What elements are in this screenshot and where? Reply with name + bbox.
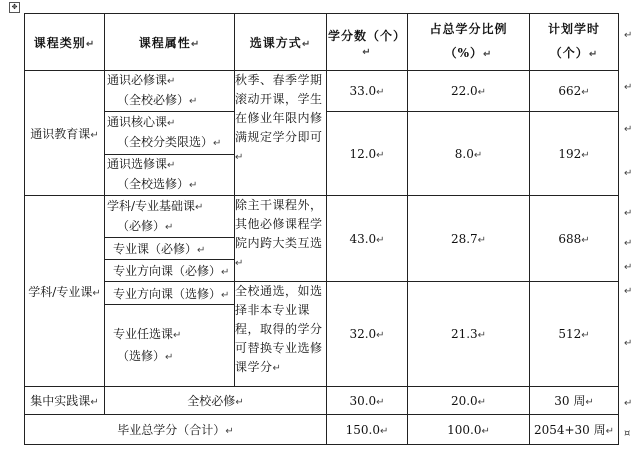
- credits-practice: 30.0↵: [327, 387, 408, 415]
- attr-general-elective: 通识选修课↵ （全校选修）↵: [105, 155, 235, 196]
- mode-major-elective: 全校通选，如选择非本专业课程，取得的学分可替换专业选修课学分↵: [235, 282, 327, 387]
- attr-major-optional: 专业任选课↵ （选修）↵: [105, 305, 235, 387]
- mode-practice: 全校必修↵: [105, 387, 327, 415]
- credits-major-elective: 32.0↵: [327, 282, 408, 387]
- ratio-major-required: 28.7↵: [408, 196, 530, 282]
- row-end-mark: ↵: [624, 238, 633, 249]
- category-major: 学科/专业课↵: [25, 196, 105, 387]
- row-end-mark: ↵: [624, 398, 633, 409]
- ratio-major-elective: 21.3↵: [408, 282, 530, 387]
- attr-major-direction-elective: 专业方向课（选修）↵: [105, 282, 235, 305]
- credits-general-core-elective: 12.0↵: [327, 112, 408, 196]
- row-end-mark: ↵: [624, 262, 633, 273]
- ratio-general-core-elective: 8.0↵: [408, 112, 530, 196]
- table-row: [25, 282, 619, 305]
- row-end-mark: ¤: [624, 428, 631, 439]
- row-end-mark: ↵: [624, 124, 633, 135]
- course-structure-table: [24, 13, 619, 445]
- row-end-mark: ↵: [624, 82, 633, 93]
- attr-major-core: 专业课（必修）↵: [105, 238, 235, 260]
- attr-general-core: 通识核心课↵ （全校分类限选）↵: [105, 112, 235, 155]
- header-row: [25, 14, 619, 71]
- hours-major-required: 688↵: [530, 196, 619, 282]
- hours-practice: 30 周↵: [530, 387, 619, 415]
- row-end-mark: ↵: [624, 30, 633, 41]
- header-ratio: 占总学分比例 （%）↵: [408, 14, 530, 71]
- mode-major-required: 除主干课程外，其他必修课程学院内跨大类互选↵: [235, 196, 327, 282]
- ratio-general-required: 22.0↵: [408, 71, 530, 112]
- attr-major-foundation: 学科/专业基础课↵ （必修）↵: [105, 196, 235, 238]
- credits-major-required: 43.0↵: [327, 196, 408, 282]
- table-row: [25, 71, 619, 112]
- row-end-mark: ↵: [624, 208, 633, 219]
- row-end-mark: ↵: [624, 338, 633, 349]
- total-credits: 150.0↵: [327, 415, 408, 445]
- hours-major-elective: 512↵: [530, 282, 619, 387]
- total-ratio: 100.0↵: [408, 415, 530, 445]
- category-practice: 集中实践课↵: [25, 387, 105, 415]
- hours-general-required: 662↵: [530, 71, 619, 112]
- hours-general-core-elective: 192↵: [530, 112, 619, 196]
- table-row: [25, 387, 619, 415]
- header-category: 课程类别↵: [25, 14, 105, 71]
- total-hours: 2054+30 周↵: [530, 415, 619, 445]
- header-credits: 学分数（个）↵: [327, 14, 408, 71]
- mode-general-education: 秋季、春季学期滚动开课，学生在修业年限内修满规定学分即可↵: [235, 71, 327, 196]
- table-row: [25, 415, 619, 445]
- row-end-mark: ↵: [624, 168, 633, 179]
- table-move-handle-icon[interactable]: ✥: [9, 2, 20, 13]
- credits-general-required: 33.0↵: [327, 71, 408, 112]
- category-general-education: 通识教育课↵: [25, 71, 105, 196]
- header-mode: 选课方式↵: [235, 14, 327, 71]
- header-hours: 计划学时 （个）↵: [530, 14, 619, 71]
- table-row: [25, 196, 619, 238]
- row-end-mark: ↵: [624, 286, 633, 297]
- header-attribute: 课程属性↵: [105, 14, 235, 71]
- attr-major-direction-required: 专业方向课（必修）↵: [105, 260, 235, 282]
- attr-general-required: 通识必修课↵ （全校必修）↵: [105, 71, 235, 112]
- total-label: 毕业总学分（合计）↵: [25, 415, 327, 445]
- ratio-practice: 20.0↵: [408, 387, 530, 415]
